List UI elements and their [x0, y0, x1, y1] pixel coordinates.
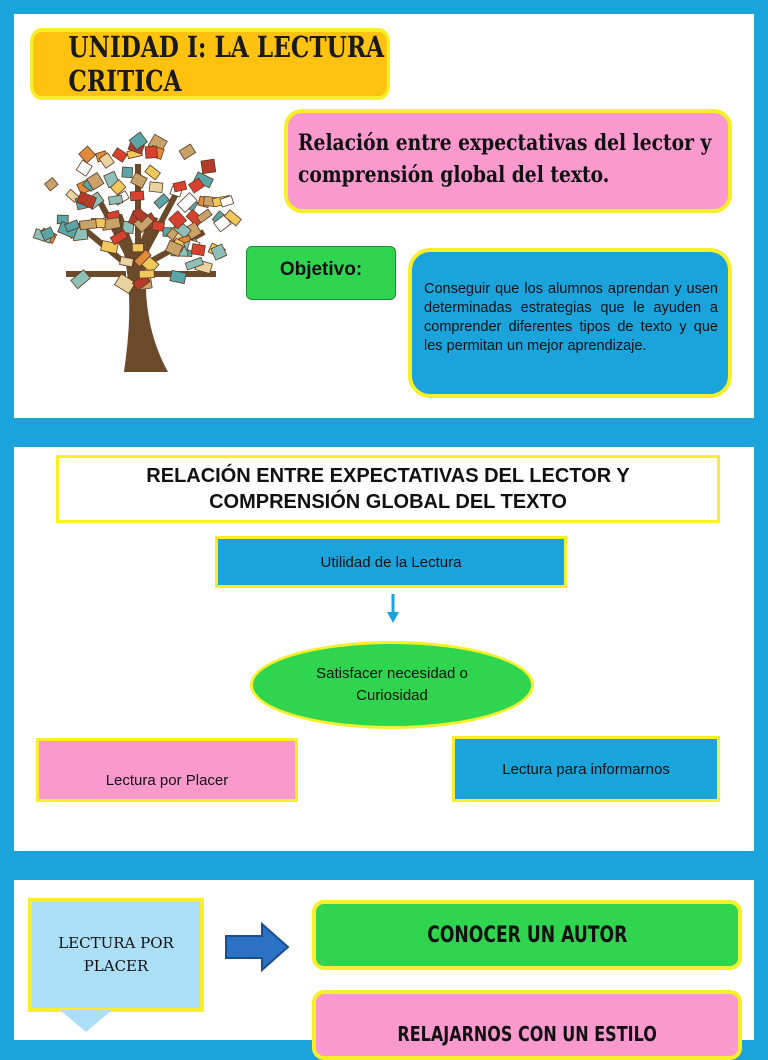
- lectura-informarnos-box: [452, 736, 720, 802]
- unit-title-text: UNIDAD I: LA LECTURA CRITICA: [68, 30, 385, 98]
- book-leaf: [122, 167, 133, 178]
- book-leaf: [197, 209, 212, 223]
- book-leaf: [201, 159, 216, 173]
- book-leaf: [79, 146, 96, 163]
- book-leaf: [131, 172, 148, 188]
- lectura-placer-box: [36, 738, 298, 802]
- book-leaf: [179, 144, 195, 159]
- ellipse-line2: Curiosidad: [356, 687, 428, 704]
- utilidad-text: Utilidad de la Lectura: [320, 553, 462, 571]
- book-leaf: [130, 191, 144, 201]
- slide-2: [14, 447, 754, 851]
- lectura-informarnos-text: Lectura para informarnos: [502, 760, 670, 778]
- callout-line2: PLACER: [83, 957, 149, 975]
- book-leaf: [112, 148, 127, 162]
- lectura-placer-callout: [28, 898, 204, 1012]
- book-leaf: [149, 182, 163, 193]
- book-leaf: [79, 219, 96, 229]
- book-leaf: [132, 244, 143, 252]
- arrow-down-icon: [385, 594, 401, 624]
- arrow-right-icon: [224, 922, 290, 972]
- diagram-title-line1: RELACIÓN ENTRE EXPECTATIVAS DEL LECTOR Y: [146, 465, 630, 487]
- unit-title: [30, 28, 390, 100]
- slide-1: [14, 14, 754, 418]
- callout-line1: LECTURA POR: [58, 934, 174, 952]
- book-leaf: [139, 270, 154, 278]
- relajarnos-text: RELAJARNOS CON UN ESTILO: [397, 1022, 657, 1046]
- utilidad-box: [215, 536, 567, 588]
- satisfacer-ellipse: [250, 641, 534, 729]
- book-tree-icon: [26, 124, 248, 374]
- slide-3: [14, 880, 754, 1046]
- book-leaf: [152, 221, 165, 231]
- book-leaf: [191, 244, 205, 256]
- callout-tail: [60, 1010, 112, 1032]
- conocer-autor-box: [312, 900, 742, 970]
- book-leaf: [145, 146, 157, 158]
- diagram-title-line2: COMPRENSIÓN GLOBAL DEL TEXTO: [209, 491, 567, 513]
- subtitle-text: Relación entre expectativas del lector y comprensión global del texto.: [298, 130, 712, 188]
- lectura-placer-text: Lectura por Placer: [105, 772, 229, 789]
- objetivo-label-text: Objetivo:: [279, 259, 363, 280]
- book-leaf: [108, 195, 122, 204]
- subtitle: [284, 109, 732, 213]
- ellipse-line1: Satisfacer necesidad o: [316, 665, 468, 682]
- book-leaf: [76, 160, 92, 176]
- book-leaf: [45, 178, 59, 191]
- objetivo-description: Conseguir que los alumnos aprendan y usen determinadas estrategias que le ayuden a comprender diferentes tipos de texto y que les permitan un mejor aprendizaje.: [408, 248, 732, 398]
- book-leaf: [173, 181, 187, 192]
- book-leaf: [145, 165, 161, 180]
- conocer-autor-text: CONOCER UN AUTOR: [426, 922, 628, 948]
- relajarnos-box: [312, 990, 742, 1060]
- diagram-title: [56, 455, 720, 523]
- objetivo-label: [246, 246, 396, 300]
